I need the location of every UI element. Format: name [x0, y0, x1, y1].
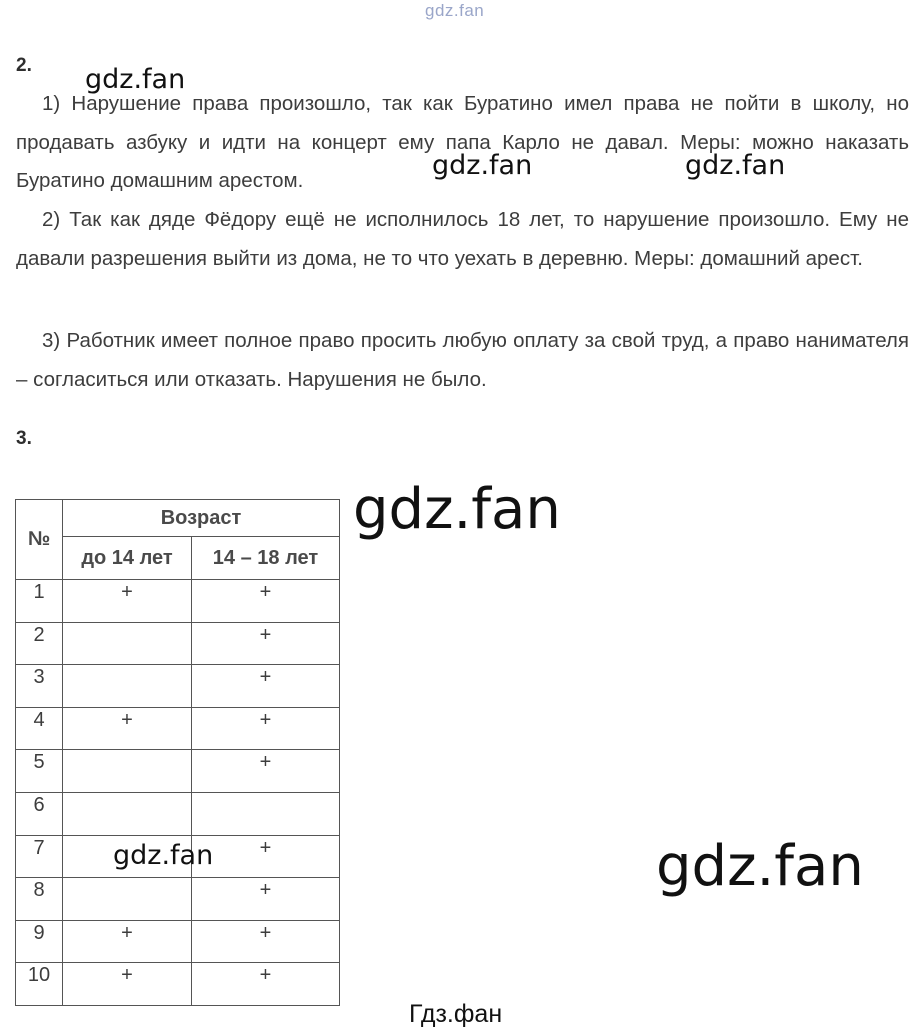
header-14-18: 14 – 18 лет [192, 537, 340, 580]
task-3-number: 3. [16, 428, 32, 449]
row-number: 9 [16, 920, 63, 963]
cell-under-14 [63, 622, 192, 665]
row-number: 3 [16, 665, 63, 708]
table-row [16, 750, 340, 793]
cell-under-14: + [63, 580, 192, 623]
task-2-paragraph-1: 1) Нарушение права произошло, так как Буратино имел права не пойти в школу, но продавать азбуку и идти на концерт ему папа Карло не давал. Меры: можно наказать Буратино домашним арестом. [16, 92, 909, 192]
footer-watermark: Гдз.фан [409, 1000, 503, 1028]
watermark: gdz.fan [685, 150, 786, 181]
cell-under-14: + [63, 963, 192, 1006]
cell-14-18: + [192, 707, 340, 750]
cell-14-18 [192, 792, 340, 835]
cell-under-14 [63, 792, 192, 835]
cell-14-18: + [192, 920, 340, 963]
row-number: 6 [16, 792, 63, 835]
header-age: Возраст [63, 500, 340, 537]
cell-under-14 [63, 665, 192, 708]
cell-14-18: + [192, 665, 340, 708]
cell-14-18: + [192, 963, 340, 1006]
task-2-paragraph-3: 3) Работник имеет полное право просить любую оплату за свой труд, а право нанимателя – согласиться или отказать. Нарушения не было. [16, 329, 909, 391]
watermark: gdz.fan [113, 840, 214, 871]
table-row [16, 622, 340, 665]
task-2-paragraph-2: 2) Так как дяде Фёдору ещё не исполнилось 18 лет, то нарушение произошло. Ему не давали разрешения выйти из дома, не то что уехать в деревню. Меры: домашний арест. [16, 208, 909, 270]
age-table [15, 499, 340, 1006]
table-row [16, 878, 340, 921]
header-number: № [16, 500, 63, 580]
table-row [16, 792, 340, 835]
cell-14-18: + [192, 750, 340, 793]
row-number: 8 [16, 878, 63, 921]
watermark: gdz.fan [353, 477, 561, 542]
watermark: gdz.fan [656, 834, 864, 899]
task-2-number: 2. [16, 55, 32, 76]
row-number: 10 [16, 963, 63, 1006]
cell-under-14: + [63, 920, 192, 963]
table-row [16, 707, 340, 750]
watermark: gdz.fan [432, 150, 533, 181]
header-under-14: до 14 лет [63, 537, 192, 580]
row-number: 5 [16, 750, 63, 793]
row-number: 1 [16, 580, 63, 623]
cell-14-18: + [192, 580, 340, 623]
table-row [16, 920, 340, 963]
row-number: 7 [16, 835, 63, 878]
cell-under-14 [63, 750, 192, 793]
watermark: gdz.fan [85, 64, 186, 95]
table-row [16, 580, 340, 623]
cell-14-18: + [192, 622, 340, 665]
row-number: 4 [16, 707, 63, 750]
row-number: 2 [16, 622, 63, 665]
table-row [16, 665, 340, 708]
cell-under-14: + [63, 707, 192, 750]
table-row [16, 963, 340, 1006]
cell-14-18: + [192, 878, 340, 921]
cell-under-14 [63, 878, 192, 921]
cell-14-18: + [192, 835, 340, 878]
watermark-top: gdz.fan [425, 1, 485, 20]
